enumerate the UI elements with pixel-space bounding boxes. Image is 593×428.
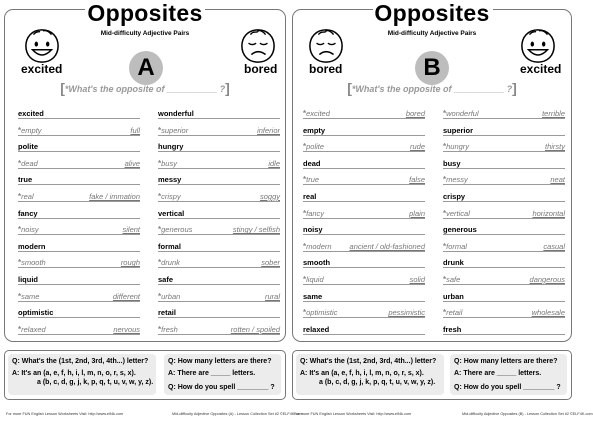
example-answer: nervous xyxy=(113,324,140,334)
answer-line xyxy=(18,301,140,302)
adjective-word: *retail xyxy=(443,308,463,318)
adjective-word: *fresh xyxy=(158,324,178,334)
answer-line xyxy=(303,267,425,268)
adjective-word: *noisy xyxy=(18,225,39,235)
adjective-word: formal xyxy=(158,241,181,251)
word-row xyxy=(443,189,565,206)
example-answer: full xyxy=(130,125,140,135)
example-answer: rotten / spoiled xyxy=(230,324,280,334)
asterisk-icon: * xyxy=(443,175,447,185)
adjective-word: *formal xyxy=(443,241,467,251)
answer-line xyxy=(303,118,425,119)
word-column-left xyxy=(303,106,425,338)
example-answer: bored xyxy=(405,109,425,118)
answer-line xyxy=(443,218,565,219)
word-row xyxy=(158,322,280,339)
word-row xyxy=(18,222,140,239)
answer-line xyxy=(443,201,565,202)
word-row xyxy=(443,106,565,123)
left-adjective: bored xyxy=(309,62,343,76)
word-row xyxy=(443,272,565,289)
adjective-word: crispy xyxy=(443,191,466,201)
asterisk-icon: * xyxy=(303,308,307,318)
adjective-word: fresh xyxy=(443,324,462,334)
word-row xyxy=(443,255,565,272)
adjective-word: *liquid xyxy=(303,274,324,284)
answer-line xyxy=(443,168,565,169)
instruction-prompt: [*What's the opposite of __________ ?] xyxy=(347,80,517,96)
answer-line xyxy=(158,317,280,318)
adjective-word: generous xyxy=(443,225,477,235)
answer-line xyxy=(158,301,280,302)
asterisk-icon: * xyxy=(158,291,162,301)
asterisk-icon: * xyxy=(303,208,307,218)
word-row xyxy=(18,206,140,223)
adjective-word: safe xyxy=(158,274,174,284)
answer-line xyxy=(443,301,565,302)
word-row xyxy=(18,272,140,289)
adjective-word: *same xyxy=(18,291,40,301)
adjective-word: wonderful xyxy=(158,109,194,118)
answer-line xyxy=(158,118,280,119)
word-row xyxy=(303,123,425,140)
word-row xyxy=(18,239,140,256)
bored-face-icon xyxy=(307,28,345,64)
adjective-word: *empty xyxy=(18,125,42,135)
adjective-word: *messy xyxy=(443,175,468,185)
answer-line xyxy=(18,184,140,185)
word-row xyxy=(443,156,565,173)
asterisk-icon: * xyxy=(158,191,162,201)
word-row xyxy=(158,172,280,189)
example-answer: ancient / old-fashioned xyxy=(349,241,425,251)
adjective-word: messy xyxy=(158,175,182,185)
instruction-prompt: [*What's the opposite of __________ ?] xyxy=(60,80,230,96)
answer-line xyxy=(158,201,280,202)
word-row xyxy=(18,123,140,140)
word-row xyxy=(443,305,565,322)
word-row xyxy=(158,255,280,272)
asterisk-icon: * xyxy=(303,109,307,118)
answer-line xyxy=(303,201,425,202)
example-answer: silent xyxy=(122,225,140,235)
adjective-word: *modern xyxy=(303,241,332,251)
answer-line xyxy=(18,251,140,252)
word-row xyxy=(303,255,425,272)
word-row xyxy=(18,289,140,306)
asterisk-icon: * xyxy=(303,142,307,152)
adjective-word: hungry xyxy=(158,142,184,152)
answer-line xyxy=(303,301,425,302)
word-row xyxy=(18,305,140,322)
example-answer: stingy / selfish xyxy=(232,225,280,235)
answer-line xyxy=(443,251,565,252)
answer-line xyxy=(18,151,140,152)
example-answer: alive xyxy=(124,158,140,168)
word-row xyxy=(18,172,140,189)
asterisk-icon: * xyxy=(18,324,22,334)
question-letter-position: Q: What's the (1st, 2nd, 3rd, 4th...) letter? xyxy=(300,358,437,365)
asterisk-icon: * xyxy=(158,225,162,235)
left-adjective: excited xyxy=(21,62,63,76)
answer-line xyxy=(18,317,140,318)
example-answer: wholesale xyxy=(531,308,565,318)
word-row xyxy=(158,123,280,140)
example-answer: sober xyxy=(261,258,280,268)
adjective-word: optimistic xyxy=(18,308,54,318)
answer-line xyxy=(443,284,565,285)
word-column-right xyxy=(158,106,280,338)
right-adjective: excited xyxy=(520,62,562,76)
asterisk-icon: * xyxy=(18,158,22,168)
asterisk-icon: * xyxy=(303,175,307,185)
adjective-word: drunk xyxy=(443,258,464,268)
adjective-word: real xyxy=(303,191,317,201)
adjective-word: *urban xyxy=(158,291,181,301)
example-answer: inferior xyxy=(257,125,280,135)
answer-line xyxy=(443,151,565,152)
asterisk-icon: * xyxy=(443,208,447,218)
adjective-word: *true xyxy=(303,175,320,185)
question-box-a xyxy=(4,350,286,400)
worksheet-subtitle: Mid-difficulty Adjective Pairs xyxy=(100,30,190,37)
happy-face-icon xyxy=(519,28,557,64)
word-row xyxy=(443,123,565,140)
worksheet-a xyxy=(4,0,286,342)
example-answer: soggy xyxy=(259,191,280,201)
adjective-word: *generous xyxy=(158,225,193,235)
adjective-word: *superior xyxy=(158,125,189,135)
adjective-word: *optimistic xyxy=(303,308,338,318)
example-answer: dangerous xyxy=(529,274,565,284)
word-row xyxy=(303,222,425,239)
example-answer: fake / immation xyxy=(89,191,140,201)
word-row xyxy=(303,305,425,322)
example-answer: rough xyxy=(120,258,140,268)
example-answer: thirsty xyxy=(544,142,565,152)
adjective-word: vertical xyxy=(158,208,185,218)
word-row xyxy=(303,272,425,289)
word-column-right xyxy=(443,106,565,338)
word-row xyxy=(443,222,565,239)
asterisk-icon: * xyxy=(18,258,22,268)
answer-line xyxy=(158,168,280,169)
answer-line xyxy=(158,284,280,285)
worksheet-b xyxy=(292,0,572,342)
asterisk-icon: * xyxy=(443,109,447,118)
word-row xyxy=(158,139,280,156)
adjective-word: *drunk xyxy=(158,258,180,268)
answer-line xyxy=(303,234,425,235)
answer-line xyxy=(158,135,280,136)
adjective-word: relaxed xyxy=(303,324,330,334)
adjective-word: modern xyxy=(18,241,46,251)
footer-website-b: For more FUN English Lesson Worksheets Visit: http://www.elf4k.com xyxy=(294,412,412,416)
adjective-word: *excited xyxy=(303,109,330,118)
word-row xyxy=(303,322,425,339)
adjective-word: true xyxy=(18,175,33,185)
adjective-word: *busy xyxy=(158,158,177,168)
answer-line xyxy=(158,334,280,335)
answer-letter-count: A: There are _____ letters. xyxy=(168,370,256,377)
answer-line xyxy=(303,251,425,252)
adjective-word: *polite xyxy=(303,142,325,152)
adjective-word: excited xyxy=(18,109,44,118)
answer-vowel-article: A: It's an (a, e, f, h, i, l, m, n, o, r, s, x). xyxy=(12,370,136,377)
footer-website-a: For more FUN English Lesson Worksheets Visit: http://www.elf4k.com xyxy=(6,412,124,416)
asterisk-icon: * xyxy=(443,308,447,318)
answer-line xyxy=(303,317,425,318)
adjective-word: smooth xyxy=(303,258,331,268)
example-answer: casual xyxy=(543,241,565,251)
answer-line xyxy=(443,317,565,318)
adjective-word: urban xyxy=(443,291,464,301)
worksheet-badge: A xyxy=(129,51,163,85)
example-answer: plain xyxy=(409,208,425,218)
answer-line xyxy=(443,234,565,235)
word-row xyxy=(443,206,565,223)
word-row xyxy=(18,139,140,156)
word-row xyxy=(303,239,425,256)
word-row xyxy=(443,172,565,189)
word-row xyxy=(443,322,565,339)
word-column-left xyxy=(18,106,140,338)
word-row xyxy=(303,139,425,156)
word-row xyxy=(158,156,280,173)
answer-line xyxy=(18,201,140,202)
adjective-word: *safe xyxy=(443,274,461,284)
adjective-word: dead xyxy=(303,158,321,168)
example-answer: false xyxy=(409,175,425,185)
answer-consonant-article: a (b, c, d, g, j, k, p, q, t, u, v, w, y, z). xyxy=(37,379,154,386)
answer-line xyxy=(303,218,425,219)
adjective-word: *dead xyxy=(18,158,38,168)
example-answer: pessimistic xyxy=(388,308,425,318)
answer-line xyxy=(18,168,140,169)
word-row xyxy=(18,255,140,272)
word-row xyxy=(158,106,280,123)
word-row xyxy=(158,239,280,256)
asterisk-icon: * xyxy=(18,125,22,135)
word-row xyxy=(303,172,425,189)
question-letter-count: Q: How many letters are there? xyxy=(454,358,558,365)
answer-line xyxy=(303,151,425,152)
answer-line xyxy=(18,234,140,235)
question-spelling: Q: How do you spell ________ ? xyxy=(168,384,275,391)
example-answer: rude xyxy=(409,142,425,152)
asterisk-icon: * xyxy=(18,191,22,201)
asterisk-icon: * xyxy=(158,324,162,334)
word-row xyxy=(18,156,140,173)
example-answer: idle xyxy=(268,158,280,168)
answer-line xyxy=(18,334,140,335)
asterisk-icon: * xyxy=(443,241,447,251)
answer-line xyxy=(443,135,565,136)
question-letter-count: Q: How many letters are there? xyxy=(168,358,272,365)
example-answer: different xyxy=(112,291,140,301)
word-row xyxy=(158,305,280,322)
adjective-word: superior xyxy=(443,125,474,135)
asterisk-icon: * xyxy=(158,258,162,268)
adjective-word: *crispy xyxy=(158,191,181,201)
answer-line xyxy=(443,334,565,335)
example-answer: rural xyxy=(264,291,280,301)
word-row xyxy=(158,289,280,306)
adjective-word: *hungry xyxy=(443,142,470,152)
answer-line xyxy=(158,251,280,252)
worksheet-badge: B xyxy=(415,51,449,85)
question-letter-position: Q: What's the (1st, 2nd, 3rd, 4th...) letter? xyxy=(12,358,149,365)
word-row xyxy=(443,139,565,156)
word-row xyxy=(18,189,140,206)
adjective-word: *smooth xyxy=(18,258,46,268)
answer-line xyxy=(18,284,140,285)
adjective-word: *real xyxy=(18,191,34,201)
question-spelling: Q: How do you spell ________ ? xyxy=(454,384,561,391)
answer-line xyxy=(18,118,140,119)
word-row xyxy=(158,272,280,289)
example-answer: terrible xyxy=(542,109,565,118)
asterisk-icon: * xyxy=(443,142,447,152)
word-row xyxy=(303,156,425,173)
asterisk-icon: * xyxy=(18,291,22,301)
answer-vowel-article: A: It's an (a, e, f, h, i, l, m, n, o, r, s, x). xyxy=(300,370,424,377)
word-row xyxy=(303,289,425,306)
footer-copyright-b: Mid-difficulty Adjective Opposites (B) - Lesson Collection Set #2 ©ELF4K.com xyxy=(462,412,593,416)
asterisk-icon: * xyxy=(443,274,447,284)
answer-line xyxy=(158,234,280,235)
answer-line xyxy=(18,135,140,136)
answer-letter-count: A: There are _____ letters. xyxy=(454,370,542,377)
asterisk-icon: * xyxy=(303,241,307,251)
happy-face-icon xyxy=(23,28,61,64)
word-row xyxy=(303,106,425,123)
answer-line xyxy=(303,334,425,335)
word-row xyxy=(443,239,565,256)
answer-line xyxy=(303,184,425,185)
example-answer: neat xyxy=(550,175,565,185)
word-row xyxy=(18,322,140,339)
word-row xyxy=(18,106,140,123)
adjective-word: *wonderful xyxy=(443,109,479,118)
answer-line xyxy=(18,267,140,268)
adjective-word: retail xyxy=(158,308,176,318)
adjective-word: noisy xyxy=(303,225,323,235)
question-box-b xyxy=(292,350,572,400)
worksheet-subtitle: Mid-difficulty Adjective Pairs xyxy=(387,30,477,37)
adjective-word: empty xyxy=(303,125,326,135)
answer-line xyxy=(303,168,425,169)
adjective-word: polite xyxy=(18,142,38,152)
adjective-word: busy xyxy=(443,158,461,168)
word-row xyxy=(303,189,425,206)
answer-line xyxy=(158,267,280,268)
worksheet-title: Opposites xyxy=(87,0,203,26)
adjective-word: *relaxed xyxy=(18,324,46,334)
answer-line xyxy=(443,267,565,268)
adjective-word: liquid xyxy=(18,274,38,284)
footer-copyright-a: Mid-difficulty Adjective Opposites (A) - Lesson Collection Set #2 ©ELF4K.com xyxy=(172,412,303,416)
right-adjective: bored xyxy=(244,62,278,76)
adjective-word: *vertical xyxy=(443,208,470,218)
answer-consonant-article: a (b, c, d, g, j, k, p, q, t, u, v, w, y, z). xyxy=(319,379,436,386)
word-row xyxy=(158,206,280,223)
answer-line xyxy=(158,184,280,185)
answer-line xyxy=(443,184,565,185)
asterisk-icon: * xyxy=(158,158,162,168)
asterisk-icon: * xyxy=(303,274,307,284)
adjective-word: fancy xyxy=(18,208,38,218)
answer-line xyxy=(303,135,425,136)
answer-line xyxy=(158,151,280,152)
bored-face-icon xyxy=(239,28,277,64)
worksheet-title: Opposites xyxy=(374,0,490,26)
word-row xyxy=(443,289,565,306)
word-row xyxy=(158,222,280,239)
answer-line xyxy=(18,218,140,219)
word-row xyxy=(158,189,280,206)
answer-line xyxy=(303,284,425,285)
example-answer: horizontal xyxy=(532,208,565,218)
answer-line xyxy=(158,218,280,219)
example-answer: solid xyxy=(409,274,425,284)
asterisk-icon: * xyxy=(18,225,22,235)
answer-line xyxy=(443,118,565,119)
asterisk-icon: * xyxy=(158,125,162,135)
adjective-word: *fancy xyxy=(303,208,325,218)
word-row xyxy=(303,206,425,223)
adjective-word: same xyxy=(303,291,323,301)
